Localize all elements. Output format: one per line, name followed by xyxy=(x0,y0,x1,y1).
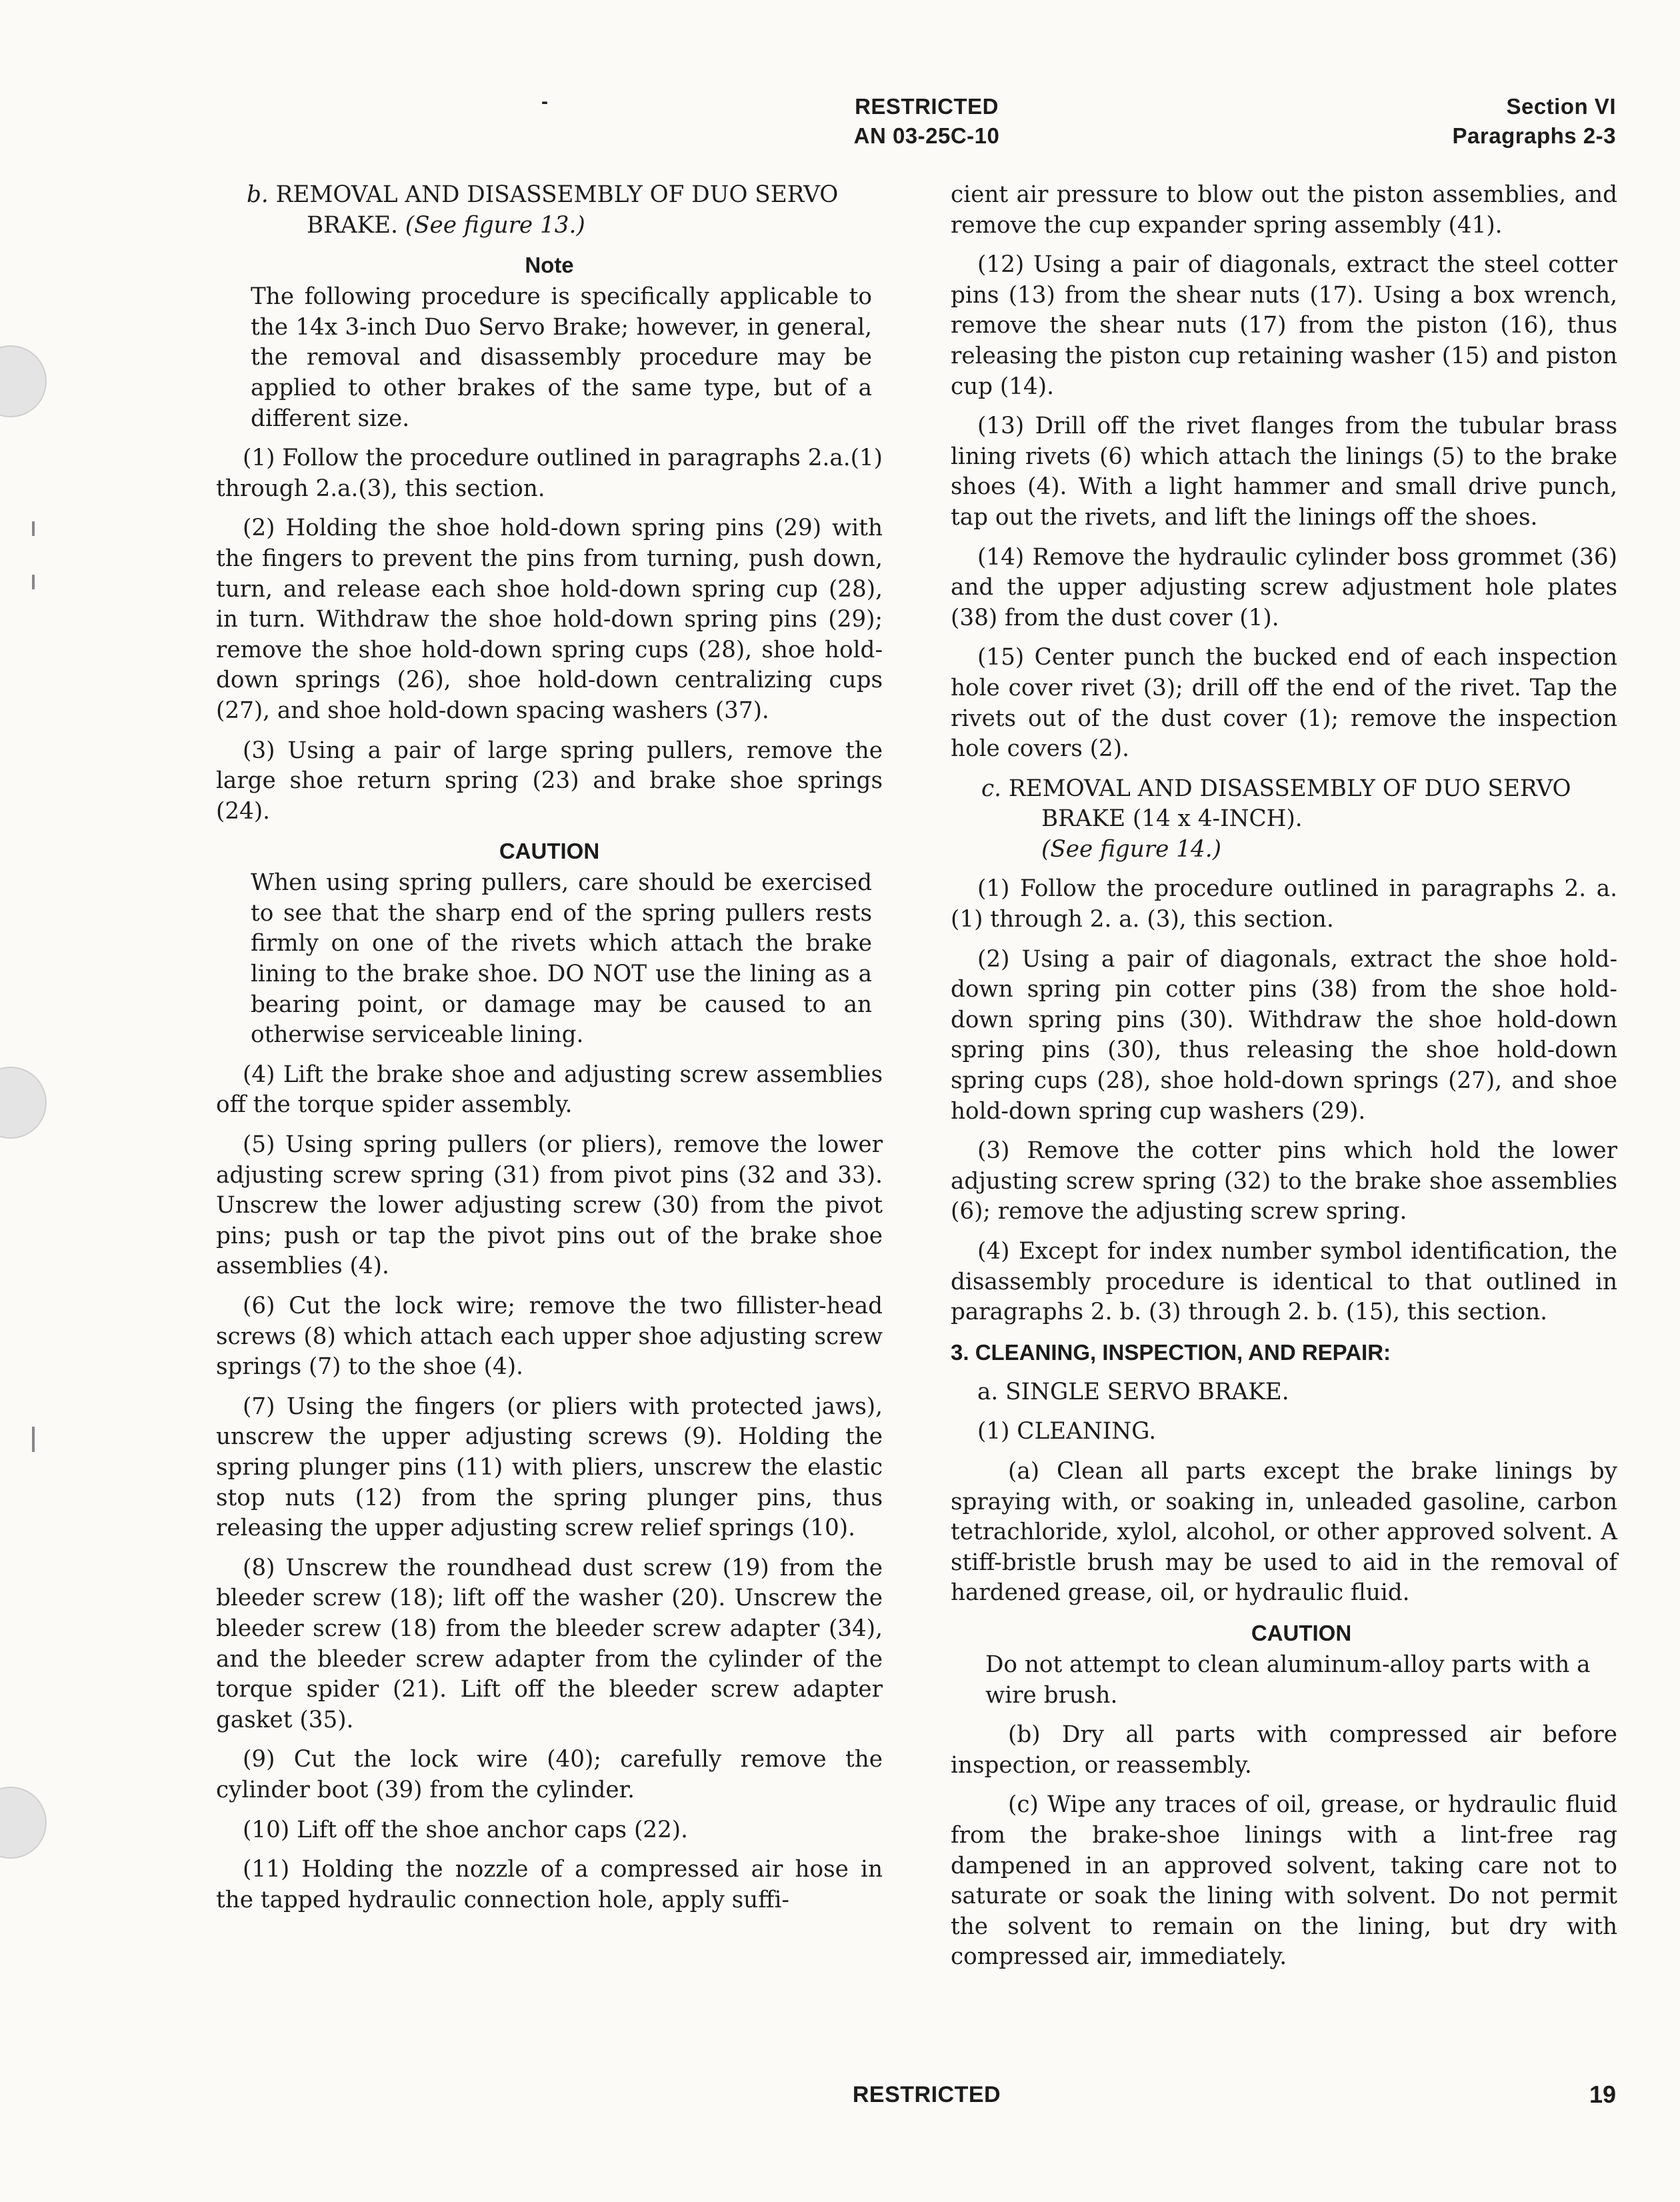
para-b15: (15) Center punch the bucked end of each inspection hole cover rivet (3); drill off the end of the rivet. Tap the rivets out of the dust cover (1); remove the inspection hole covers (2). xyxy=(951,644,1617,763)
heading-b xyxy=(216,180,883,241)
heading-b-lead: b. xyxy=(247,181,269,208)
para-b9: (9) Cut the lock wire (40); carefully remove the cylinder boot (39) from the cylinder. xyxy=(216,1746,883,1803)
para-c4: (4) Except for index number symbol identification, the disassembly procedure is identical to that outlined in paragraphs 2. b. (3) through 2. b. (15), this section. xyxy=(951,1238,1617,1326)
header-doc-number: AN 03-25C-10 xyxy=(853,123,1000,148)
para-b14: (14) Remove the hydraulic cylinder boss grommet (36) and the upper adjusting screw adjustment hole plates (38) from the dust cover (1). xyxy=(951,543,1617,631)
para-c2: (2) Using a pair of diagonals, extract the shoe hold-down spring pin cotter pins (38) from the shoe hold-down spring pins (30). Withdraw the shoe hold-down spring pins (30), thus releasing the shoe hold-down spring cups (28), shoe hold-down springs (27), and shoe hold-down spring cup washers (29). xyxy=(951,945,1617,1125)
right-column xyxy=(951,180,1617,1982)
para-b13: (13) Drill off the rivet flanges from the tubular brass lining rivets (6) which attach the linings (5) to the brake shoes (4). With a light hammer and small drive punch, tap out the rivets, and lift the linings off the shoes. xyxy=(951,413,1617,531)
note-title: Note xyxy=(525,253,574,278)
para-b7: (7) Using the fingers (or pliers with protected jaws), unscrew the upper adjusting screws (9). Holding the spring plunger pins (11) with pliers, unscrew the elastic stop nuts (12) from the spring plunger pins, thus releasing the upper adjusting screw relief springs (10). xyxy=(216,1393,883,1542)
note-box xyxy=(251,282,872,434)
heading-c-text: REMOVAL AND DISASSEMBLY OF DUO SERVO BRAKE (14 x 4-INCH). xyxy=(1008,775,1571,833)
para-b8: (8) Unscrew the roundhead dust screw (19) from the bleeder screw (18); lift off the washer (20). Unscrew the bleeder screw (18) from the bleeder screw adapter (34), and the bleeder screw adapter from the cylinder of the torque spider (21). Lift off the bleeder screw adapter gasket (35). xyxy=(216,1554,883,1733)
para-b11-continued: cient air pressure to blow out the piston assemblies, and remove the cup expander spring assembly (41). xyxy=(951,181,1617,239)
page-number: 19 xyxy=(1589,2081,1616,2108)
heading-c-lead: c. xyxy=(981,775,1002,802)
heading-b-text: REMOVAL AND DISASSEMBLY OF DUO SERVO BRAKE. xyxy=(275,181,839,239)
header-dash: - xyxy=(541,91,548,113)
para-c3: (3) Remove the cotter pins which hold the lower adjusting screw spring (32) to the brake shoe assemblies (6); remove the adjusting screw spring. xyxy=(951,1137,1617,1225)
para-b11: (11) Holding the nozzle of a compressed air hose in the tapped hydraulic connection hole, apply suffi- xyxy=(216,1856,883,1913)
margin-mark xyxy=(32,1427,35,1452)
margin-mark xyxy=(32,521,35,536)
margin-mark xyxy=(32,575,35,589)
para-b3: (3) Using a pair of large spring pullers, remove the large shoe return spring (23) and brake shoe springs (24). xyxy=(216,737,883,825)
heading-single-servo: a. SINGLE SERVO BRAKE. xyxy=(977,1378,1289,1405)
caution-text: When using spring pullers, care should be exercised to see that the sharp end of the spring pullers rests firmly on one of the rivets which attach the brake lining to the brake shoe. DO NOT use the lining as a bearing point, or damage may be caused to an otherwise serviceable lining. xyxy=(251,869,872,1049)
caution-box-2 xyxy=(985,1650,1607,1711)
para-clean-b: (b) Dry all parts with compressed air before inspection, or reassembly. xyxy=(951,1721,1617,1779)
punch-hole xyxy=(0,1787,47,1859)
para-c1: (1) Follow the procedure outlined in paragraphs 2. a. (1) through 2. a. (3), this section. xyxy=(951,875,1617,933)
para-clean-a: (a) Clean all parts except the brake linings by spraying with, or soaking in, unleaded gasoline, carbon tetrachloride, xylol, alcohol, or other approved solvent. A stiff-bristle brush may be used to aid in the removal of hardened grease, oil, or hydraulic fluid. xyxy=(951,1457,1617,1607)
para-b6: (6) Cut the lock wire; remove the two fillister-head screws (8) which attach each upper shoe adjusting screw springs (7) to the shoe (4). xyxy=(216,1293,883,1381)
header-paragraphs: Paragraphs 2-3 xyxy=(1452,123,1616,148)
caution-box xyxy=(251,868,872,1051)
header-classification: RESTRICTED xyxy=(855,94,999,119)
caution-title: CAUTION xyxy=(499,839,600,864)
para-b10: (10) Lift off the shoe anchor caps (22). xyxy=(243,1816,689,1843)
left-column xyxy=(216,180,883,1925)
footer-classification: RESTRICTED xyxy=(852,2082,1001,2107)
para-b5: (5) Using spring pullers (or pliers), remove the lower adjusting screw spring (31) from pivot pins (32 and 33). Unscrew the lower adjusting screw (30) from the pivot pins; push or tap the pivot pins out of the brake shoe assemblies (4). xyxy=(216,1131,883,1280)
header-center xyxy=(760,92,1093,151)
note-text: The following procedure is specifically applicable to the 14x 3-inch Duo Servo Brake; however, in general, the removal and disassembly procedure may be applied to other brakes of the same type, but of a different size. xyxy=(251,283,872,432)
header-right xyxy=(1453,92,1616,151)
heading-c xyxy=(951,774,1617,865)
heading-c-figure-ref: (See figure 14.) xyxy=(1041,835,1221,863)
para-b4: (4) Lift the brake shoe and adjusting screw assemblies off the torque spider assembly. xyxy=(216,1061,883,1119)
para-b2: (2) Holding the shoe hold-down spring pins (29) with the fingers to prevent the pins from turning, push down, turn, and release each shoe hold-down spring cup (28), in turn. Withdraw the shoe hold-down spring pins (29); remove the shoe hold-down spring cups (28), shoe hold-down springs (26), shoe hold-down centralizing cups (27), and shoe hold-down spacing washers (37). xyxy=(216,515,883,724)
caution-text-2: Do not attempt to clean aluminum-alloy parts with a wire brush. xyxy=(985,1651,1591,1709)
para-b12: (12) Using a pair of diagonals, extract the steel cotter pins (13) from the shear nuts (17). Using a box wrench, remove the shear nuts (17) from the piston (16), thus releasing the piston cup retaining washer (15) and piston cup (14). xyxy=(951,251,1617,400)
punch-hole xyxy=(0,345,47,417)
heading-section-3: 3. CLEANING, INSPECTION, AND REPAIR: xyxy=(951,1339,1391,1365)
header-section: Section VI xyxy=(1506,94,1616,119)
caution-title-2: CAUTION xyxy=(1251,1620,1352,1645)
heading-cleaning: (1) CLEANING. xyxy=(977,1418,1157,1445)
para-b1: (1) Follow the procedure outlined in paragraphs 2.a.(1) through 2.a.(3), this section. xyxy=(216,445,883,502)
para-clean-c: (c) Wipe any traces of oil, grease, or hydraulic fluid from the brake-shoe linings with a lint-free rag dampened in an approved solvent, taking care not to saturate or soak the lining with solvent. Do not permit the solvent to remain on the lining, but dry with compressed air, immediately. xyxy=(951,1791,1617,1971)
punch-hole xyxy=(0,1067,47,1139)
heading-b-figure-ref: (See figure 13.) xyxy=(405,211,585,239)
